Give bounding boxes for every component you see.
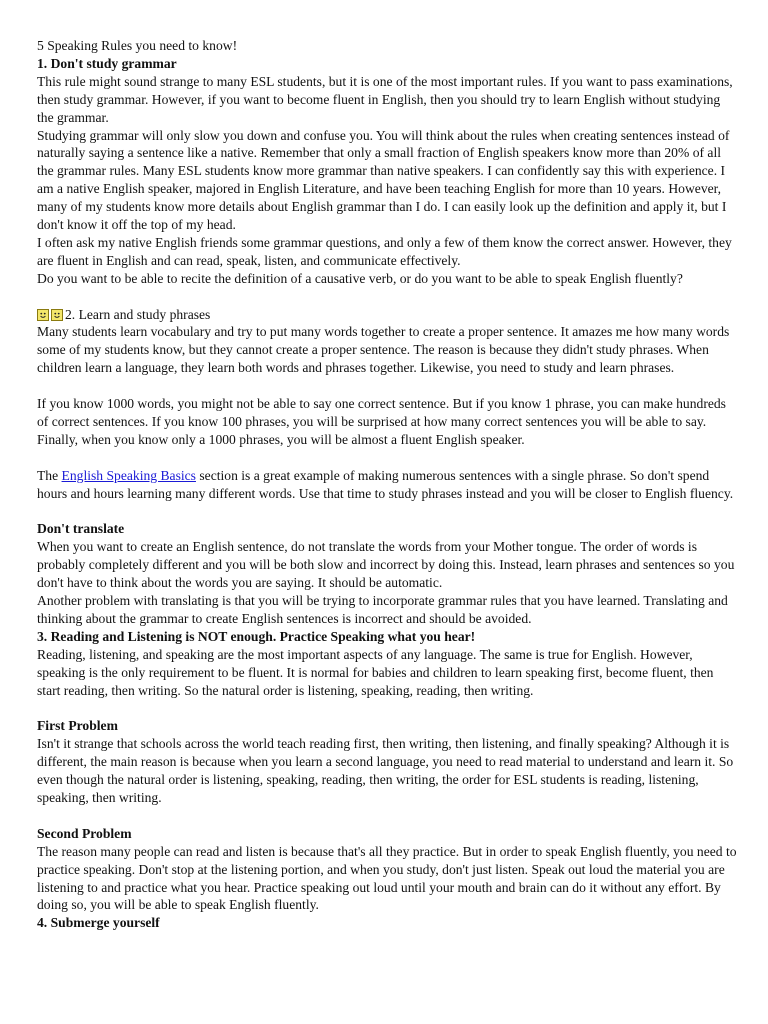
rule4-heading: 4. Submerge yourself — [37, 915, 160, 931]
smiley-icon — [51, 309, 63, 321]
document — [37, 37, 737, 932]
english-speaking-basics-link[interactable]: English Speaking Basics — [61, 467, 196, 483]
rule2-paragraph-2: If you know 1000 words, you might not be able to say one correct sentence. But if you know 1 phrase, you can make hundreds of correct sentences. If you know 100 phrases, you will be surprised at how many correct sentences you will be able to say. Finally, when you know only a 1000 phrases, you will be almost a fluent English speaker. — [37, 396, 726, 447]
rule3-paragraph-1: Reading, listening, and speaking are the most important aspects of any language. The same is true for English. However, speaking is the only requirement to be fluent. It is normal for babies and children to learn speaking first, become fluent, then start reading, then writing. So the natural order is listening, speaking, reading, then writing. — [37, 646, 714, 698]
spacer — [37, 503, 737, 521]
rule1-paragraph-3: I often ask my native English friends some grammar questions, and only a few of them know the correct answer. However, they are fluent in English and can read, speak, listen, and communicate effectively. — [37, 234, 732, 268]
translate-heading: Don't translate — [37, 521, 125, 537]
first-problem-heading: First Problem — [37, 718, 118, 734]
rule3-heading: 3. Reading and Listening is NOT enough. Practice Speaking what you hear! — [37, 628, 476, 644]
rule1-paragraph-2: Studying grammar will only slow you down and confuse you. You will think about the rules when creating sentences instead of naturally saying a sentence like a native. Remember that only a small fraction of English speakers know more than 20% of all the grammar rules. Many ESL students know more grammar than native speakers. I can confidently say this with experience. I am a native English speaker, majored in English Literature, and have been teaching English for more than 10 years. However, many of my students know more details about English grammar than I do. I can easily look up the definition and apply it, but I don't know it off the top of my head. — [37, 127, 730, 233]
rule2-paragraph-1: Many students learn vocabulary and try to put many words together to create a proper sentence. It amazes me how many words some of my students know, but they cannot create a proper sentence. The reason is because they didn't study phrases. When children learn a language, they learn both words and phrases together. Likewise, you need to study and learn phrases. — [37, 324, 730, 376]
spacer — [37, 288, 737, 306]
rule1-paragraph-4: Do you want to be able to recite the definition of a causative verb, or do you want to be able to speak English fluently? — [37, 270, 683, 286]
translate-paragraph-1: When you want to create an English sentence, do not translate the words from your Mother tongue. The order of words is probably completely different and you will be both slow and incorrect by doing this. Instead, learn phrases and sentences so you don't have to think about the words you are saying. It should be automatic. — [37, 539, 735, 591]
second-problem-paragraph: The reason many people can read and listen is because that's all they practice. But in order to speak English fluently, you need to practice speaking. Don't stop at the listening portion, and when you study, don't just listen. Speak out loud the material you are listening to and practice what you hear. Practice speaking out loud until your mouth and brain can do it without any effort. By doing so, you will be able to speak English fluently. — [37, 843, 737, 913]
rule1-heading: 1. Don't study grammar — [37, 55, 177, 71]
spacer — [37, 699, 737, 717]
first-problem-paragraph: Isn't it strange that schools across the world teach reading first, then writing, then listening, and finally speaking? Although it is different, the main reason is because when you learn a second language, you need to read material to understand and learn it. So even though the natural order is listening, speaking, reading, then writing, the order for ESL students is reading, listening, speaking, then writing. — [37, 736, 734, 805]
rule1-paragraph-1: This rule might sound strange to many ESL students, but it is one of the most important rules. If you want to pass examinations, then study grammar. However, if you want to become fluent in English, then you should try to learn English without studying the grammar. — [37, 73, 733, 125]
rule2-p3-before: The — [37, 467, 62, 483]
rule2-heading: 2. Learn and study phrases — [65, 306, 211, 322]
rule2-paragraph-3 — [37, 467, 737, 503]
second-problem-heading: Second Problem — [37, 825, 132, 841]
document-title: 5 Speaking Rules you need to know! — [37, 38, 238, 53]
translate-paragraph-2: Another problem with translating is that you will be trying to incorporate grammar rules that you have learned. Translating and thinking about the grammar to create English sentences is incorrect and should be avoided. — [37, 593, 728, 626]
smiley-icon — [37, 309, 49, 321]
rule2-p3-after: section is a great example of making numerous sentences with a single phrase. So don't spend hours and hours learning many different words. Use that time to study phrases instead and you will be closer to English fluency. — [37, 467, 734, 501]
spacer — [37, 449, 737, 467]
spacer — [37, 377, 737, 395]
rule2-heading-row — [37, 306, 737, 324]
spacer — [37, 807, 737, 825]
